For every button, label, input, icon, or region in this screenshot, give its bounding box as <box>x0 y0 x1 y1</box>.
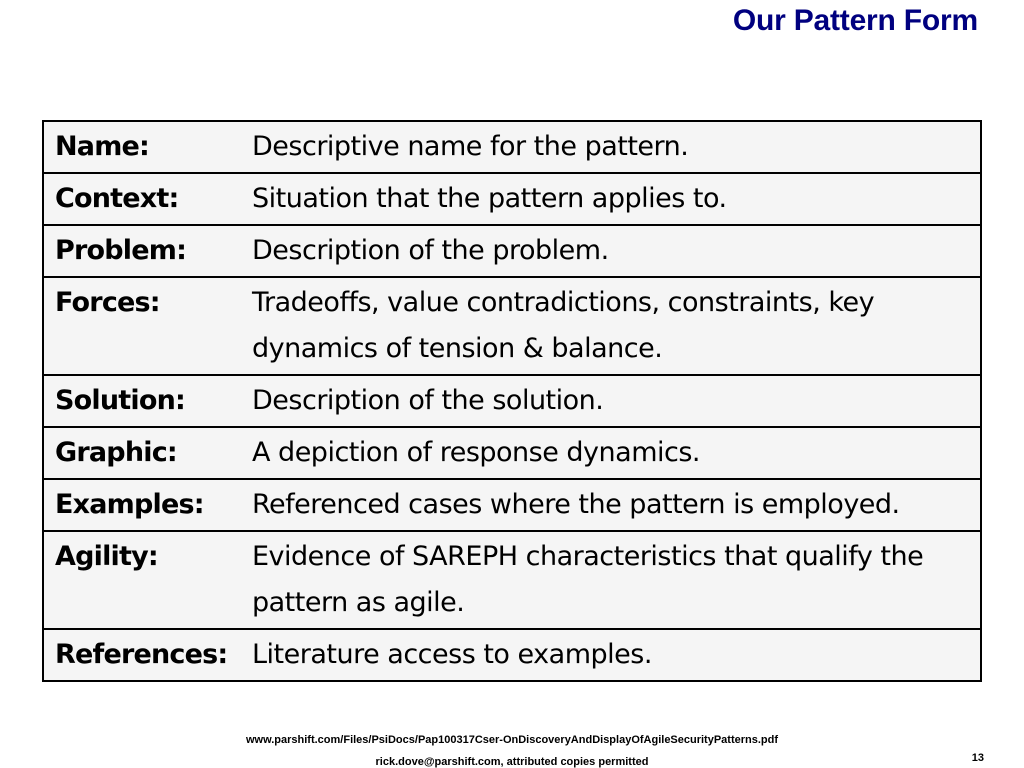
row-description: Description of the solution. <box>249 375 981 427</box>
table-row-context <box>43 173 981 225</box>
page-number: 13 <box>971 752 984 764</box>
row-description: Referenced cases where the pattern is employed. <box>249 479 981 531</box>
row-label: Agility: <box>43 531 249 629</box>
row-description: A depiction of response dynamics. <box>249 427 981 479</box>
table-row-forces <box>43 277 981 375</box>
table-row-references <box>43 629 981 681</box>
row-label: Graphic: <box>43 427 249 479</box>
footer-credit: rick.dove@parshift.com, attributed copies permitted <box>375 756 649 768</box>
row-label: Examples: <box>43 479 249 531</box>
row-label: Problem: <box>43 225 249 277</box>
row-label: Name: <box>55 131 150 162</box>
row-description: Tradeoffs, value contradictions, constraints, key dynamics of tension & balance. <box>249 277 981 375</box>
pattern-form-table <box>42 120 982 682</box>
row-description: Situation that the pattern applies to. <box>249 173 981 225</box>
table-row-solution <box>43 375 981 427</box>
slide-title: Our Pattern Form <box>732 4 978 37</box>
row-label: Solution: <box>43 375 249 427</box>
table-row-problem <box>43 225 981 277</box>
row-description: Descriptive name for the pattern. <box>252 131 689 162</box>
table-row-name <box>43 121 981 173</box>
row-label: Context: <box>43 173 249 225</box>
footer-url: www.parshift.com/Files/PsiDocs/Pap100317Cser-OnDiscoveryAndDisplayOfAgileSecurityPatterns.pdf <box>245 734 779 746</box>
table-row-agility <box>43 531 981 629</box>
row-description: Description of the problem. <box>249 225 981 277</box>
table-row-graphic <box>43 427 981 479</box>
row-description: Literature access to examples. <box>249 629 981 681</box>
row-label: References: <box>43 629 249 681</box>
row-description: Evidence of SAREPH characteristics that qualify the pattern as agile. <box>249 531 981 629</box>
row-label: Forces: <box>43 277 249 375</box>
table-row-examples <box>43 479 981 531</box>
